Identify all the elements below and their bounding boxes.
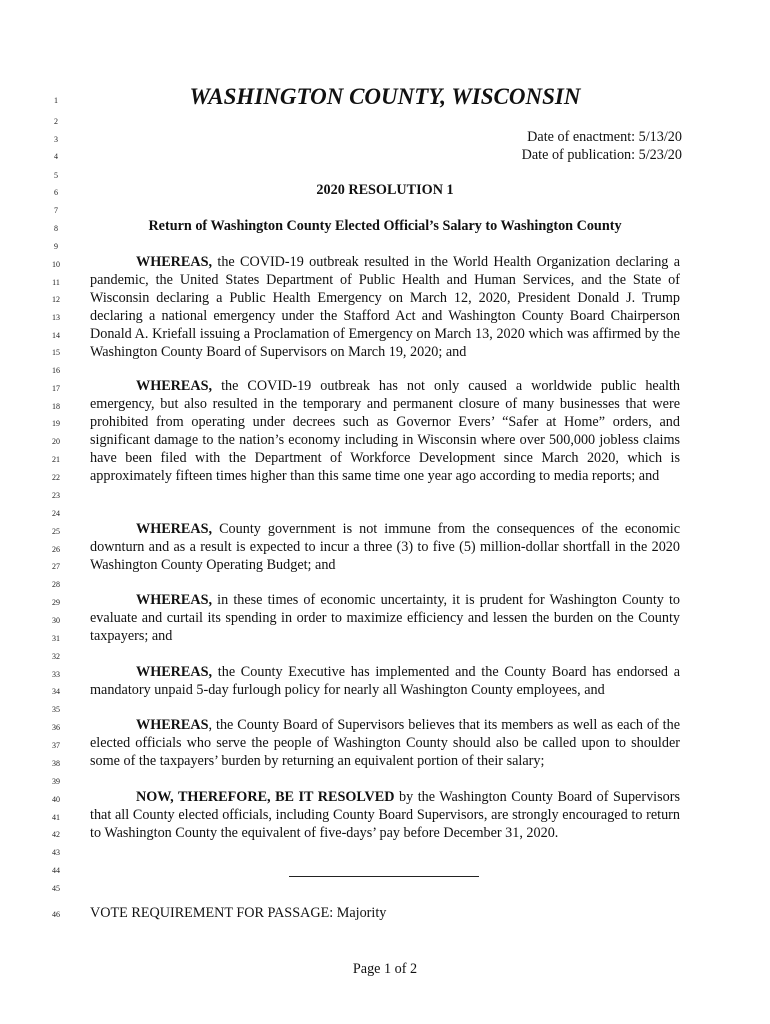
paragraph-text: in these times of economic uncertainty, it is prudent for Washington County to evaluate and curtail its spending in order to maximize efficiency and lessen the burden on the County taxpayers; and	[90, 592, 680, 644]
paragraph-lead: WHEREAS,	[136, 521, 213, 537]
line-number: 3	[54, 135, 58, 144]
line-number: 27	[52, 562, 60, 571]
line-number: 8	[54, 224, 58, 233]
line-number: 21	[52, 455, 60, 464]
line-number: 29	[52, 598, 60, 607]
line-number: 14	[52, 331, 60, 340]
line-number: 22	[52, 473, 60, 482]
line-number: 32	[52, 652, 60, 661]
line-number: 24	[52, 509, 60, 518]
paragraph-text: by the Washington County Board of Supervisors that all County elected officials, including County Board Supervisors, are strongly encouraged to return to Washington County the equivalent of five-days’ pay before December 31, 2020.	[90, 789, 680, 841]
line-number: 44	[52, 866, 60, 875]
resolved-paragraph	[90, 789, 680, 843]
line-number: 23	[52, 491, 60, 500]
paragraph-lead: WHEREAS,	[136, 664, 213, 680]
line-number: 35	[52, 705, 60, 714]
line-number: 5	[54, 171, 58, 180]
paragraph-lead: WHEREAS,	[136, 378, 213, 394]
line-number: 6	[54, 188, 58, 197]
paragraph-text: the COVID-19 outbreak resulted in the World Health Organization declaring a pandemic, the United States Department of Public Health and Human Services, and the State of Wisconsin declaring a Public Health Emergency on March 12, 2020, President Donald J. Trump declaring a national emergency under the Stafford Act and Washington County Board Chairperson Donald A. Kriefall issuing a Proclamation of Emergency on March 13, 2020 which was affirmed by the Washington County Board of Supervisors on March 19, 2020; and	[90, 254, 680, 360]
line-number: 10	[52, 260, 60, 269]
date-of-publication: Date of publication: 5/23/20	[521, 147, 682, 163]
line-number: 42	[52, 830, 60, 839]
line-number: 11	[52, 278, 60, 287]
resolution-number: 2020 RESOLUTION 1	[316, 182, 454, 198]
page-footer: Page 1 of 2	[352, 961, 418, 977]
paragraph-lead: WHEREAS,	[136, 254, 213, 270]
line-number: 1	[54, 96, 58, 105]
line-number: 25	[52, 527, 60, 536]
line-number: 13	[52, 313, 60, 322]
line-number: 4	[54, 152, 58, 161]
line-number: 18	[52, 402, 60, 411]
date-of-enactment: Date of enactment: 5/13/20	[527, 129, 682, 145]
line-number: 15	[52, 348, 60, 357]
line-number: 7	[54, 206, 58, 215]
line-number: 36	[52, 723, 60, 732]
paragraph-text: the County Executive has implemented and the County Board has endorsed a mandatory unpaid 5-day furlough policy for nearly all Washington County employees, and	[90, 664, 680, 698]
line-number: 31	[52, 634, 60, 643]
line-number: 19	[52, 419, 60, 428]
line-number: 41	[52, 813, 60, 822]
line-number: 9	[54, 242, 58, 251]
line-number: 26	[52, 545, 60, 554]
whereas-paragraph-5	[90, 664, 680, 700]
paragraph-lead: WHEREAS,	[136, 592, 213, 608]
signature-line	[289, 876, 479, 877]
line-number: 37	[52, 741, 60, 750]
line-number: 17	[52, 384, 60, 393]
line-number: 46	[52, 910, 60, 919]
document-title: WASHINGTON COUNTY, WISCONSIN	[189, 84, 581, 109]
resolution-subject: Return of Washington County Elected Official’s Salary to Washington County	[148, 218, 622, 234]
line-number: 38	[52, 759, 60, 768]
line-number: 43	[52, 848, 60, 857]
line-number: 30	[52, 616, 60, 625]
paragraph-lead: WHEREAS	[136, 717, 209, 733]
line-number: 20	[52, 437, 60, 446]
vote-requirement: VOTE REQUIREMENT FOR PASSAGE: Majority	[90, 905, 387, 921]
line-number: 39	[52, 777, 60, 786]
paragraph-text: County government is not immune from the consequences of the economic downturn and as a result is expected to incur a three (3) to five (5) million-dollar shortfall in the 2020 Washington County Operating Budget; and	[90, 521, 680, 573]
line-number: 28	[52, 580, 60, 589]
whereas-paragraph-1	[90, 254, 680, 361]
line-number: 45	[52, 884, 60, 893]
line-number: 33	[52, 670, 60, 679]
whereas-paragraph-6	[90, 717, 680, 771]
line-number: 16	[52, 366, 60, 375]
paragraph-text: the COVID-19 outbreak has not only caused a worldwide public health emergency, but also resulted in the temporary and permanent closure of many businesses that were prohibited from operating under decrees such as Governor Evers’ “Safer at Home” orders, and significant damage to the nation’s economy including in Wisconsin where over 500,000 jobless claims have been filed with the Department of Workforce Development since March 2020, which is approximately fifteen times higher than this same time one year ago according to media reports; and	[90, 378, 680, 484]
line-number: 40	[52, 795, 60, 804]
whereas-paragraph-3	[90, 521, 680, 575]
line-number: 2	[54, 117, 58, 126]
line-number: 12	[52, 295, 60, 304]
paragraph-text: , the County Board of Supervisors believes that its members as well as each of the elected officials who serve the people of Washington County should also be called upon to shoulder some of the taxpayers’ burden by returning an equivalent portion of their salary;	[90, 717, 680, 769]
whereas-paragraph-2	[90, 378, 680, 485]
whereas-paragraph-4	[90, 592, 680, 646]
paragraph-lead: NOW, THEREFORE, BE IT RESOLVED	[136, 789, 395, 805]
line-number: 34	[52, 687, 60, 696]
